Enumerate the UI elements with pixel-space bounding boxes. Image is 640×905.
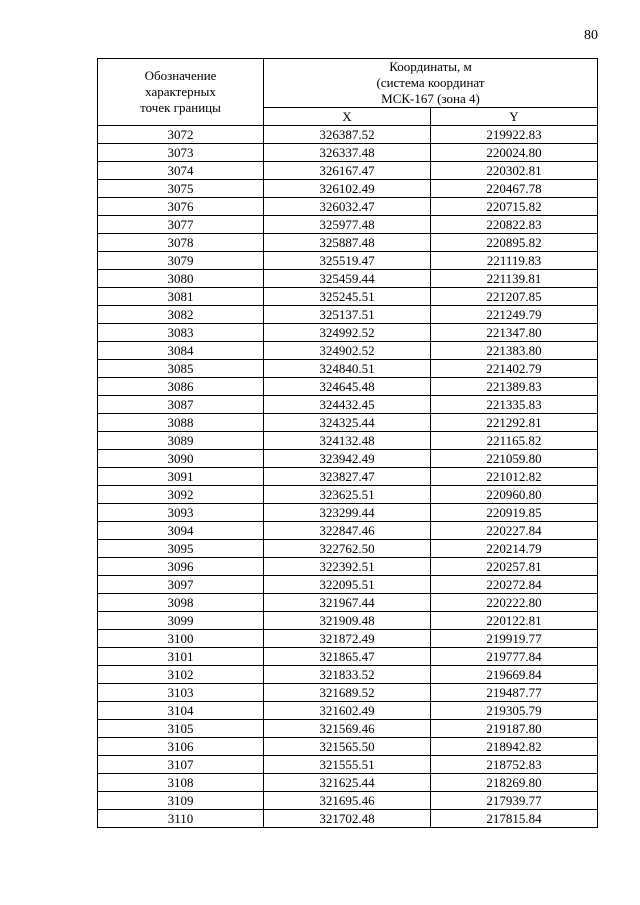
x-cell: 321569.46 (264, 720, 431, 738)
x-cell: 324645.48 (264, 378, 431, 396)
x-cell: 323625.51 (264, 486, 431, 504)
table-row (98, 144, 598, 162)
table-row (98, 810, 598, 828)
table-row (98, 432, 598, 450)
point-cell: 3099 (98, 612, 264, 630)
x-cell: 322095.51 (264, 576, 431, 594)
table-row (98, 324, 598, 342)
y-cell: 220895.82 (431, 234, 598, 252)
y-cell: 220302.81 (431, 162, 598, 180)
point-cell: 3088 (98, 414, 264, 432)
header-line: точек границы (140, 100, 221, 115)
table-row (98, 630, 598, 648)
point-cell: 3092 (98, 486, 264, 504)
point-cell: 3072 (98, 126, 264, 144)
point-cell: 3101 (98, 648, 264, 666)
x-cell: 323299.44 (264, 504, 431, 522)
table-row (98, 468, 598, 486)
x-cell: 323827.47 (264, 468, 431, 486)
header-line: Координаты, м (389, 59, 472, 74)
y-cell: 220272.84 (431, 576, 598, 594)
x-header: X (264, 108, 431, 126)
y-cell: 220257.81 (431, 558, 598, 576)
point-cell: 3090 (98, 450, 264, 468)
x-cell: 326167.47 (264, 162, 431, 180)
y-cell: 221383.80 (431, 342, 598, 360)
point-cell: 3108 (98, 774, 264, 792)
table-row (98, 558, 598, 576)
point-designation-header (98, 59, 264, 126)
y-cell: 218752.83 (431, 756, 598, 774)
x-cell: 324992.52 (264, 324, 431, 342)
table-row (98, 126, 598, 144)
point-cell: 3080 (98, 270, 264, 288)
x-cell: 324325.44 (264, 414, 431, 432)
x-cell: 321909.48 (264, 612, 431, 630)
x-cell: 321833.52 (264, 666, 431, 684)
y-cell: 221347.80 (431, 324, 598, 342)
y-cell: 220024.80 (431, 144, 598, 162)
header-line: (система координат (376, 75, 485, 90)
point-cell: 3083 (98, 324, 264, 342)
point-cell: 3091 (98, 468, 264, 486)
x-cell: 325137.51 (264, 306, 431, 324)
table-row (98, 378, 598, 396)
y-cell: 220467.78 (431, 180, 598, 198)
x-cell: 325977.48 (264, 216, 431, 234)
point-cell: 3107 (98, 756, 264, 774)
coordinates-header (264, 59, 598, 108)
y-cell: 221207.85 (431, 288, 598, 306)
x-cell: 322392.51 (264, 558, 431, 576)
table-row (98, 396, 598, 414)
table-row (98, 288, 598, 306)
point-cell: 3085 (98, 360, 264, 378)
table-row (98, 342, 598, 360)
table-row (98, 612, 598, 630)
y-cell: 217815.84 (431, 810, 598, 828)
y-cell: 218269.80 (431, 774, 598, 792)
y-cell: 221249.79 (431, 306, 598, 324)
x-cell: 322847.46 (264, 522, 431, 540)
y-cell: 219777.84 (431, 648, 598, 666)
point-cell: 3084 (98, 342, 264, 360)
y-cell: 220960.80 (431, 486, 598, 504)
x-cell: 326337.48 (264, 144, 431, 162)
table-row (98, 792, 598, 810)
y-cell: 221119.83 (431, 252, 598, 270)
y-cell: 219187.80 (431, 720, 598, 738)
table-row (98, 576, 598, 594)
point-cell: 3075 (98, 180, 264, 198)
y-cell: 220222.80 (431, 594, 598, 612)
table-row (98, 198, 598, 216)
page-number: 80 (584, 28, 598, 43)
table-row (98, 720, 598, 738)
table-row (98, 450, 598, 468)
y-cell: 220822.83 (431, 216, 598, 234)
point-cell: 3082 (98, 306, 264, 324)
table-row (98, 216, 598, 234)
point-cell: 3076 (98, 198, 264, 216)
point-cell: 3096 (98, 558, 264, 576)
y-cell: 220715.82 (431, 198, 598, 216)
x-cell: 323942.49 (264, 450, 431, 468)
table-row (98, 180, 598, 198)
y-cell: 221402.79 (431, 360, 598, 378)
table-row (98, 738, 598, 756)
table-row (98, 234, 598, 252)
x-cell: 321702.48 (264, 810, 431, 828)
x-cell: 324840.51 (264, 360, 431, 378)
table-row (98, 306, 598, 324)
table-row (98, 666, 598, 684)
y-cell: 217939.77 (431, 792, 598, 810)
y-cell: 219305.79 (431, 702, 598, 720)
table-row (98, 162, 598, 180)
point-cell: 3105 (98, 720, 264, 738)
point-cell: 3093 (98, 504, 264, 522)
table-row (98, 252, 598, 270)
table-row (98, 774, 598, 792)
x-cell: 321865.47 (264, 648, 431, 666)
x-cell: 321695.46 (264, 792, 431, 810)
point-cell: 3097 (98, 576, 264, 594)
x-cell: 325887.48 (264, 234, 431, 252)
x-cell: 325459.44 (264, 270, 431, 288)
point-cell: 3098 (98, 594, 264, 612)
y-cell: 219919.77 (431, 630, 598, 648)
x-cell: 324132.48 (264, 432, 431, 450)
table-row (98, 270, 598, 288)
point-cell: 3089 (98, 432, 264, 450)
header-line: МСК-167 (зона 4) (381, 91, 480, 106)
x-cell: 325519.47 (264, 252, 431, 270)
x-cell: 325245.51 (264, 288, 431, 306)
table-row (98, 684, 598, 702)
table-row (98, 648, 598, 666)
table-row (98, 360, 598, 378)
y-cell: 221165.82 (431, 432, 598, 450)
header-line: Обозначение (144, 68, 217, 83)
y-cell: 220214.79 (431, 540, 598, 558)
y-cell: 218942.82 (431, 738, 598, 756)
x-cell: 321967.44 (264, 594, 431, 612)
x-cell: 321602.49 (264, 702, 431, 720)
y-cell: 219487.77 (431, 684, 598, 702)
x-cell: 326032.47 (264, 198, 431, 216)
y-cell: 220227.84 (431, 522, 598, 540)
table-row (98, 504, 598, 522)
x-cell: 321555.51 (264, 756, 431, 774)
x-cell: 326387.52 (264, 126, 431, 144)
y-cell: 220122.81 (431, 612, 598, 630)
x-cell: 326102.49 (264, 180, 431, 198)
y-cell: 221012.82 (431, 468, 598, 486)
table-row (98, 756, 598, 774)
x-cell: 321565.50 (264, 738, 431, 756)
table-row (98, 414, 598, 432)
x-cell: 321689.52 (264, 684, 431, 702)
x-cell: 324902.52 (264, 342, 431, 360)
x-cell: 321872.49 (264, 630, 431, 648)
point-cell: 3106 (98, 738, 264, 756)
y-cell: 219922.83 (431, 126, 598, 144)
table-row (98, 594, 598, 612)
point-cell: 3095 (98, 540, 264, 558)
table-header-row (98, 59, 598, 108)
point-cell: 3104 (98, 702, 264, 720)
table-row (98, 522, 598, 540)
coordinates-table (97, 58, 598, 828)
point-cell: 3109 (98, 792, 264, 810)
table-row (98, 486, 598, 504)
point-cell: 3094 (98, 522, 264, 540)
y-cell: 221335.83 (431, 396, 598, 414)
y-cell: 220919.85 (431, 504, 598, 522)
y-cell: 221059.80 (431, 450, 598, 468)
point-cell: 3086 (98, 378, 264, 396)
point-cell: 3103 (98, 684, 264, 702)
point-cell: 3100 (98, 630, 264, 648)
point-cell: 3102 (98, 666, 264, 684)
point-cell: 3074 (98, 162, 264, 180)
header-line: характерных (145, 84, 216, 99)
x-cell: 322762.50 (264, 540, 431, 558)
point-cell: 3073 (98, 144, 264, 162)
table-row (98, 540, 598, 558)
y-cell: 221389.83 (431, 378, 598, 396)
point-cell: 3110 (98, 810, 264, 828)
table-row (98, 702, 598, 720)
point-cell: 3087 (98, 396, 264, 414)
x-cell: 324432.45 (264, 396, 431, 414)
point-cell: 3079 (98, 252, 264, 270)
point-cell: 3078 (98, 234, 264, 252)
y-cell: 221292.81 (431, 414, 598, 432)
y-header: Y (431, 108, 598, 126)
point-cell: 3081 (98, 288, 264, 306)
x-cell: 321625.44 (264, 774, 431, 792)
y-cell: 219669.84 (431, 666, 598, 684)
point-cell: 3077 (98, 216, 264, 234)
table-body (98, 126, 598, 828)
y-cell: 221139.81 (431, 270, 598, 288)
